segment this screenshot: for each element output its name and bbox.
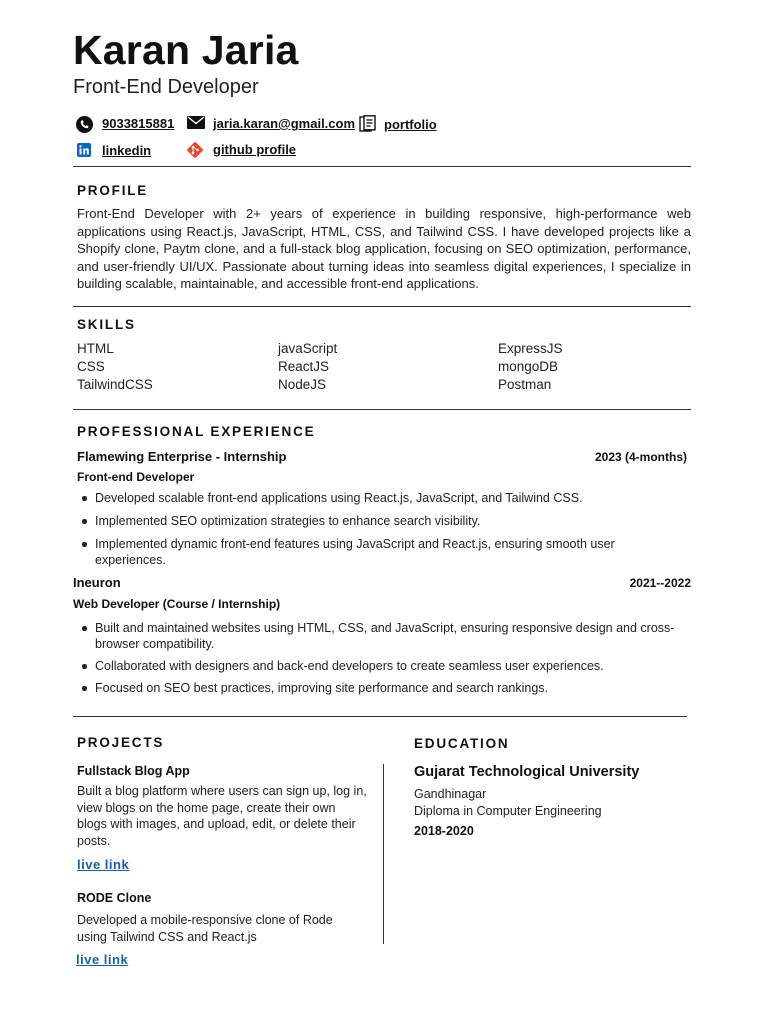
job-date: 2021--2022: [629, 576, 691, 590]
skills-heading: SKILLS: [77, 317, 136, 332]
project-live-link[interactable]: live link: [76, 952, 129, 967]
divider: [73, 166, 691, 167]
divider: [73, 716, 687, 717]
list-item: Implemented dynamic front-end features using JavaScript and React.js, ensuring smooth user experiences.: [77, 536, 622, 568]
column-divider: [383, 764, 384, 944]
portfolio-link[interactable]: portfolio: [384, 117, 437, 132]
education-heading: EDUCATION: [414, 736, 510, 751]
list-item: Implemented SEO optimization strategies to enhance search visibility.: [77, 513, 622, 529]
job-title: Web Developer (Course / Internship): [73, 597, 281, 611]
job-bullets: [77, 490, 622, 568]
list-item: Developed scalable front-end applications using React.js, JavaScript, and Tailwind CSS.: [77, 490, 622, 506]
projects-heading: PROJECTS: [77, 735, 165, 750]
skill-item: NodeJS: [278, 377, 327, 392]
project-live-link[interactable]: live link: [77, 857, 130, 872]
project-title: Fullstack Blog App: [77, 764, 190, 778]
email-link[interactable]: jaria.karan@gmail.com: [213, 116, 356, 131]
experience-heading: PROFESSIONAL EXPERIENCE: [77, 424, 316, 439]
skill-item: ReactJS: [278, 359, 330, 374]
phone-link[interactable]: 9033815881: [102, 116, 175, 131]
mail-icon: [187, 116, 205, 134]
job-role: Front-End Developer: [73, 76, 259, 98]
divider: [73, 409, 691, 410]
portfolio-icon: [359, 115, 376, 138]
project-title: RODE Clone: [77, 891, 152, 905]
skill-item: Postman: [498, 377, 552, 392]
job-date: 2023 (4-months): [594, 450, 687, 464]
university-city: Gandhinagar: [414, 787, 487, 801]
profile-summary: Front-End Developer with 2+ years of experience in building responsive, high-performance web applications using React.js, JavaScript, HTML, CSS, and Tailwind CSS. I have developed projects like a Shopify clone, Paytm clone, and a full-stack blog application, focusing on SEO optimization, performance, and user-friendly UI/UX. Passionate about turning ideas into seamless digital experiences, I specialize in building scalable, maintainable, and accessible front-end applications.: [77, 206, 691, 291]
profile-heading: PROFILE: [77, 183, 149, 198]
github-link[interactable]: github profile: [213, 142, 297, 157]
project-description: Built a blog platform where users can sign up, log in, view blogs on the home page, create their own blogs with images, and upload, edit, or delete their posts.: [77, 784, 367, 848]
skill-item: TailwindCSS: [77, 377, 153, 392]
education-years: 2018-2020: [414, 824, 474, 838]
list-item: Focused on SEO best practices, improving site performance and search rankings.: [77, 680, 677, 696]
list-item: Built and maintained websites using HTML, CSS, and JavaScript, ensuring responsive design and cross-browser compatibility.: [77, 620, 677, 652]
phone-icon: [76, 116, 93, 138]
linkedin-link[interactable]: linkedin: [102, 143, 152, 158]
skill-item: ExpressJS: [498, 341, 563, 356]
skill-item: mongoDB: [498, 359, 559, 374]
job-bullets: [77, 620, 677, 696]
list-item: Collaborated with designers and back-end developers to create seamless user experiences.: [77, 658, 677, 674]
university-name: Gujarat Technological University: [414, 764, 640, 780]
job-title: Front-end Developer: [77, 470, 195, 484]
candidate-name: Karan Jaria: [73, 27, 299, 73]
skill-item: HTML: [77, 341, 114, 356]
project-description: Developed a mobile-responsive clone of Rode using Tailwind CSS and React.js: [77, 913, 333, 944]
divider: [73, 306, 691, 307]
job-company: Ineuron: [73, 575, 121, 590]
degree-name: Diploma in Computer Engineering: [414, 804, 602, 818]
skill-item: CSS: [77, 359, 105, 374]
git-icon: [186, 141, 204, 164]
skill-item: javaScript: [278, 341, 338, 356]
job-company: Flamewing Enterprise - Internship: [77, 449, 287, 464]
linkedin-icon: [77, 143, 91, 162]
